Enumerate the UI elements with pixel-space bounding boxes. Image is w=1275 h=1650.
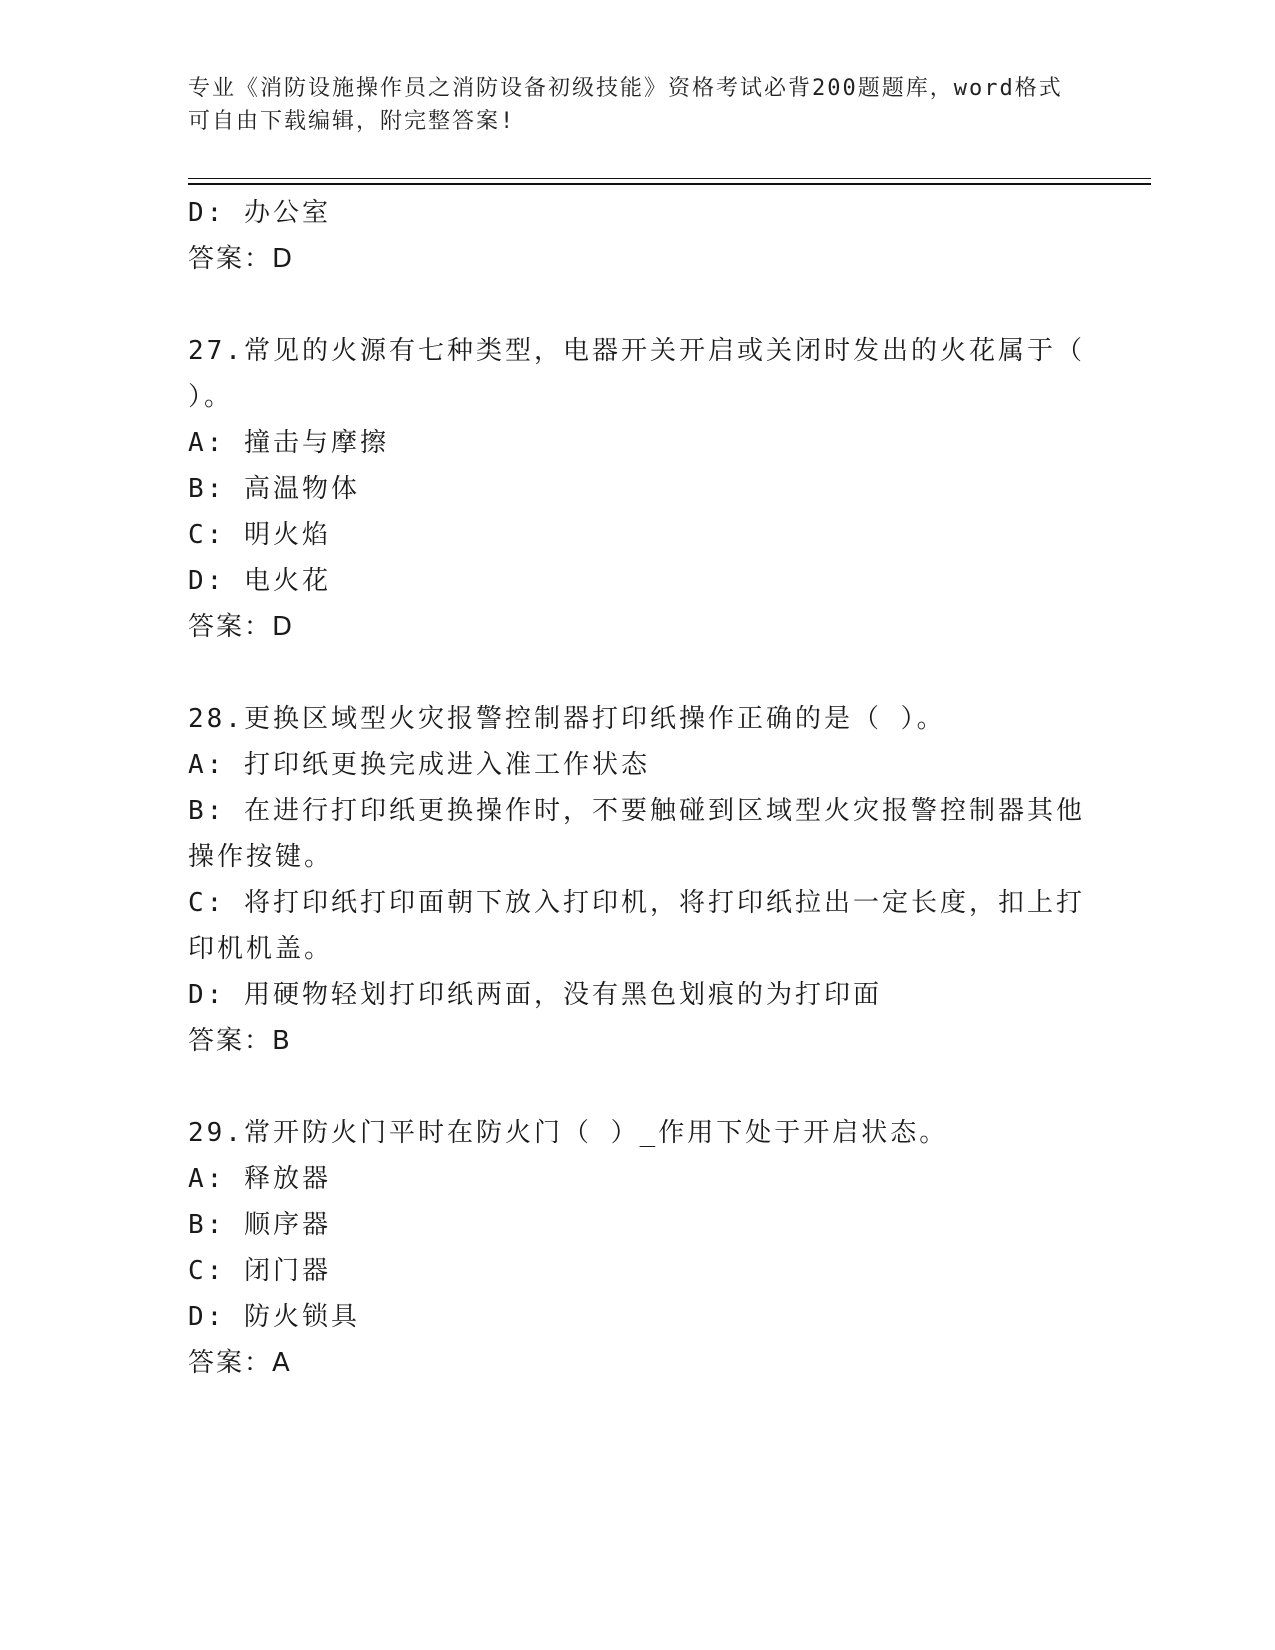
option-d: D: 防火锁具 <box>188 1302 360 1332</box>
option-c: C: 将打印纸打印面朝下放入打印机，将打印纸拉出一定长度，扣上打印机机盖。 <box>188 888 1085 964</box>
document-body <box>188 190 1088 1386</box>
answer-line: 答案：A <box>188 1348 292 1378</box>
option-b: B: 在进行打印纸更换操作时，不要触碰到区域型火灾报警控制器其他操作按键。 <box>188 796 1085 872</box>
header-divider-thin <box>188 178 1151 179</box>
document-header: 专业《消防设施操作员之消防设备初级技能》资格考试必背200题题库，word格式可自由下载编辑，附完整答案! <box>188 76 1063 134</box>
option-b: B: 高温物体 <box>188 474 360 504</box>
option-d: D: 办公室 <box>188 198 331 228</box>
answer-line: 答案：B <box>188 1026 292 1056</box>
option-d: D: 电火花 <box>188 566 331 596</box>
spacer <box>188 282 1088 328</box>
answer-line: 答案：D <box>188 244 295 274</box>
question-29: 29.常开防火门平时在防火门（ ）_作用下处于开启状态。 <box>188 1118 949 1148</box>
option-d: D: 用硬物轻划打印纸两面，没有黑色划痕的为打印面 <box>188 980 882 1010</box>
option-c: C: 闭门器 <box>188 1256 331 1286</box>
header-divider-thick <box>188 183 1151 185</box>
option-a: A: 打印纸更换完成进入准工作状态 <box>188 750 650 780</box>
option-a: A: 释放器 <box>188 1164 331 1194</box>
spacer <box>188 650 1088 696</box>
spacer <box>188 1064 1088 1110</box>
question-28: 28.更换区域型火灾报警控制器打印纸操作正确的是（ ）。 <box>188 704 946 734</box>
option-b: B: 顺序器 <box>188 1210 331 1240</box>
question-27: 27.常见的火源有七种类型，电器开关开启或关闭时发出的火花属于（ ）。 <box>188 336 1085 412</box>
answer-line: 答案：D <box>188 612 295 642</box>
option-c: C: 明火焰 <box>188 520 331 550</box>
option-a: A: 撞击与摩擦 <box>188 428 389 458</box>
